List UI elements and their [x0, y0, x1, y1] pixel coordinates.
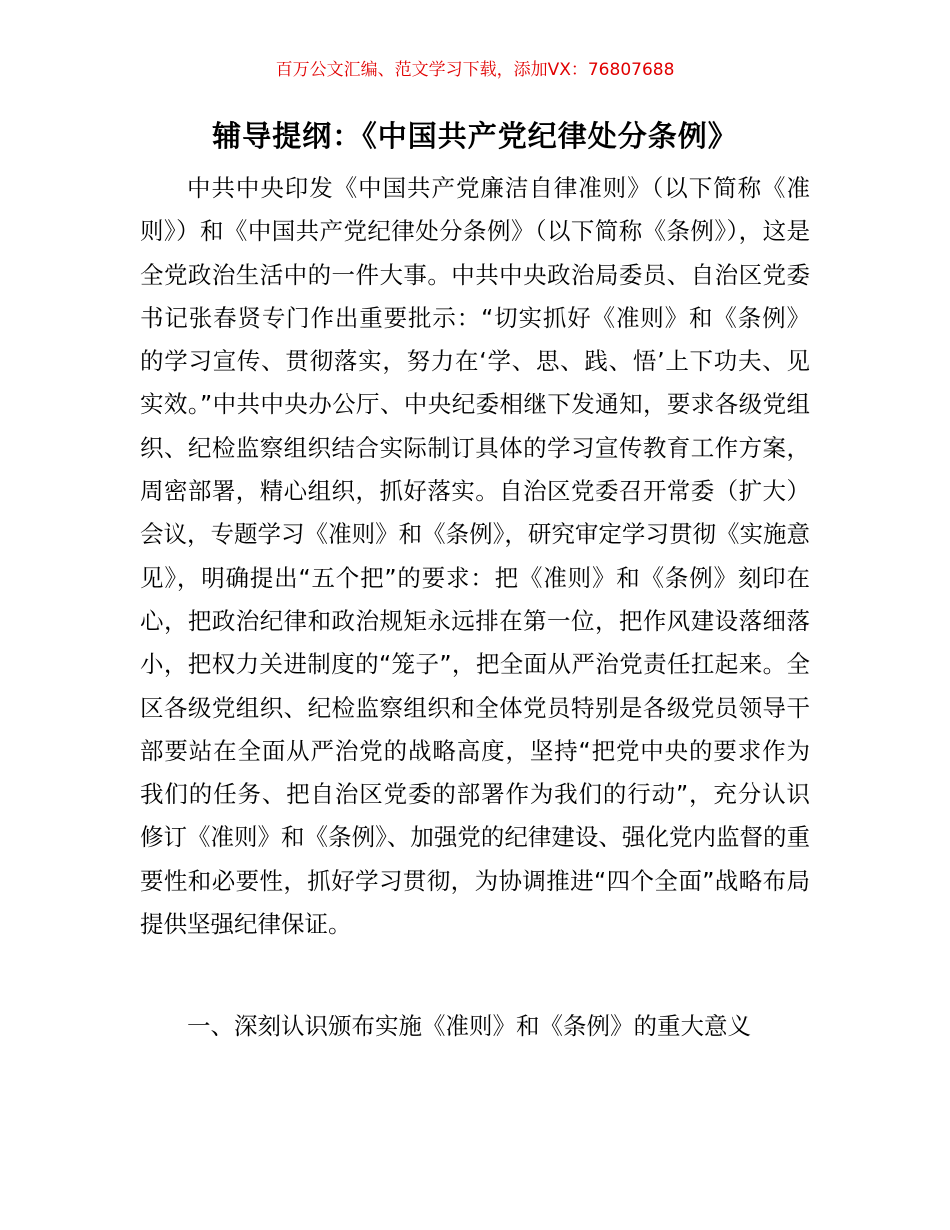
header-banner: 百万公文汇编、范文学习下载，添加VX：76807688 [275, 60, 675, 80]
document-title: 辅导提纲：《中国共产党纪律处分条例》 [212, 119, 738, 153]
section-heading: 一、深刻认识颁布实施《准则》和《条例》的重大意义 [187, 1012, 751, 1040]
body-paragraph: 中共中央印发《中国共产党廉洁自律准则》（以下简称《准则》）和《中国共产党纪律处分条例》（以下简称《条例》），这是全党政治生活中的一件大事。中共中央政治局委员、自治区党委书记张春贤专门作出重要批示：“切实抓好《准则》和《条例》的学习宣传、贯彻落实，努力在‘学、思、践、悟’上下功夫、见实效。”中共中央办公厅、中央纪委相继下发通知，要求各级党组织、纪检监察组织结合实际制订具体的学习宣传教育工作方案，周密部署，精心组织，抓好落实。自治区党委召开常委（扩大）会议，专题学习《准则》和《条例》，研究审定学习贯彻《实施意见》，明确提出“五个把”的要求：把《准则》和《条例》刻印在心，把政治纪律和政治规矩永远排在第一位，把作风建设落细落小，把权力关进制度的“笼子”，把全面从严治党责任扛起来。全区各级党组织、纪检监察组织和全体党员特别是各级党员领导干部要站在全面从严治党的战略高度，坚持“把党中央的要求作为我们的任务、把自治区党委的部署作为我们的行动”，充分认识修订《准则》和《条例》、加强党的纪律建设、强化党内监督的重要性和必要性，抓好学习贯彻，为协调推进“四个全面”战略布局提供坚强纪律保证。 [140, 174, 810, 939]
